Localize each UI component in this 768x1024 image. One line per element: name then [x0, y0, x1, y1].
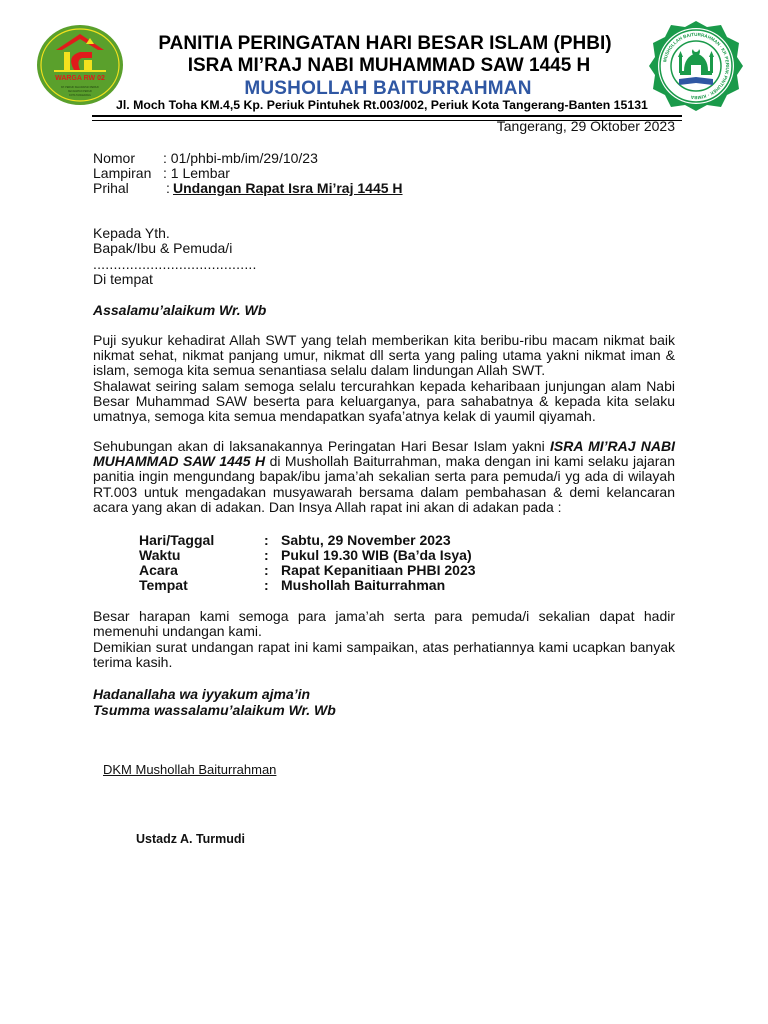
svg-text:MUSHOLLAH BAITURRAHMAN · KP. P: MUSHOLLAH BAITURRAHMAN · KP. PERIUK PINTUHEK · KIMBA [662, 31, 731, 101]
recipient-line-2: Bapak/Ibu & Pemuda/i [93, 240, 233, 256]
detail-colon: : [264, 547, 269, 563]
letterhead-committee: PANITIA PERINGATAN HARI BESAR ISLAM (PHBI) [158, 33, 612, 54]
closing-line-2: Tsumma wassalamu’alaikum Wr. Wb [93, 702, 336, 718]
prihal-label: Prihal [93, 180, 129, 196]
meta-prihal [93, 180, 403, 196]
lampiran-label: Lampiran [93, 165, 152, 181]
detail-value: Rapat Kepanitiaan PHBI 2023 [281, 562, 476, 578]
nomor-value: : 01/phbi-mb/im/29/10/23 [163, 150, 318, 166]
paragraph-3-event: ISRA MI’RAJ NABI MUHAMMAD SAW 1445 H [93, 438, 675, 470]
paragraph-4: Besar harapan kami semoga para jama’ah serta para pemuda/i sekalian dapat hadir memenuhi undangan kami. [93, 608, 675, 640]
meta-lampiran [93, 165, 230, 181]
paragraph-3 [93, 439, 675, 515]
letterhead-event: ISRA MI’RAJ NABI MUHAMMAD SAW 1445 H [187, 55, 591, 76]
nomor-label: Nomor [93, 150, 136, 166]
prihal-value: Undangan Rapat Isra Mi’raj 1445 H [173, 180, 403, 196]
svg-text:KOTA TANGERANG: KOTA TANGERANG [69, 94, 91, 97]
letterhead-address: Jl. Moch Toha KM.4,5 Kp. Periuk Pintuhek Rt.003/002, Periuk Kota Tangerang-Banten 15131 [116, 98, 648, 112]
letterhead-mosque: MUSHOLLAH BAITURRAHMAN [244, 78, 532, 99]
paragraph-3-rest: di Mushollah Baiturrahman, maka dengan ini kami selaku jajaran panitia ingin mengundang bapak/ibu jama’ah sekalian serta para pemuda/i yg ada di wilayah RT.003 untuk mengadakan musyawarah bersama dalam pembahasan & demi kelancaran acara yang akan di adakan. Dan Insya Allah rapat ini akan di adakan pada : [93, 453, 675, 515]
svg-text:KP. PERIUK KELURAHAN PERIUK: KP. PERIUK KELURAHAN PERIUK [61, 86, 99, 89]
paragraph-5: Demikian surat undangan rapat ini kami sampaikan, atas perhatiannya kami ucapkan banyak terima kasih. [93, 639, 675, 671]
detail-label: Acara [139, 562, 178, 578]
recipient-line-3: ........................................ [93, 256, 257, 272]
svg-text:WARGA RW 02: WARGA RW 02 [55, 75, 105, 82]
paragraph-3-intro: Sehubungan akan di laksanakannya Peringatan Hari Besar Islam yakni [93, 438, 550, 454]
greeting: Assalamu’alaikum Wr. Wb [93, 302, 267, 318]
signature-name: Ustadz A. Turmudi [136, 832, 246, 846]
detail-label: Hari/Taggal [139, 532, 215, 548]
letter-date: Tangerang, 29 Oktober 2023 [496, 118, 675, 134]
detail-value: Pukul 19.30 WIB (Ba’da Isya) [281, 547, 472, 563]
svg-text:KECAMATAN PERIUK: KECAMATAN PERIUK [67, 90, 93, 93]
prihal-colon: : [166, 180, 170, 196]
detail-colon: : [264, 532, 269, 548]
detail-label: Tempat [139, 577, 188, 593]
detail-value: Mushollah Baiturrahman [281, 577, 446, 593]
letterhead-divider [92, 115, 682, 117]
detail-label: Waktu [139, 547, 181, 563]
recipient-line-1: Kepada Yth. [93, 225, 170, 241]
paragraph-1: Puji syukur kehadirat Allah SWT yang telah memberikan kita beribu-ribu macam nikmat baik nikmat sehat, nikmat panjang umur, nikmat dll serta yang paling utama yakni nikmat iman & islam, semoga kita semua senantiasa selalu dalam lindungan Allah SWT. [93, 332, 675, 379]
closing-line-1: Hadanallaha wa iyyakum ajma’in [93, 686, 311, 702]
paragraph-2: Shalawat seiring salam semoga selalu tercurahkan kepada keharibaan junjungan alam Nabi Besar Muhammad SAW beserta para keluarganya, para sahabatnya & kepada kita selaku umatnya, semoga kita semua mendapatkan syafa’atnya kelak di yaumil qiyamah. [93, 378, 675, 425]
detail-value: Sabtu, 29 November 2023 [281, 532, 451, 548]
meta-nomor [93, 150, 318, 166]
lampiran-value: : 1 Lembar [163, 165, 230, 181]
signature-organization: DKM Mushollah Baiturrahman [103, 762, 277, 777]
detail-colon: : [264, 577, 269, 593]
recipient-line-4: Di tempat [93, 271, 153, 287]
detail-colon: : [264, 562, 269, 578]
